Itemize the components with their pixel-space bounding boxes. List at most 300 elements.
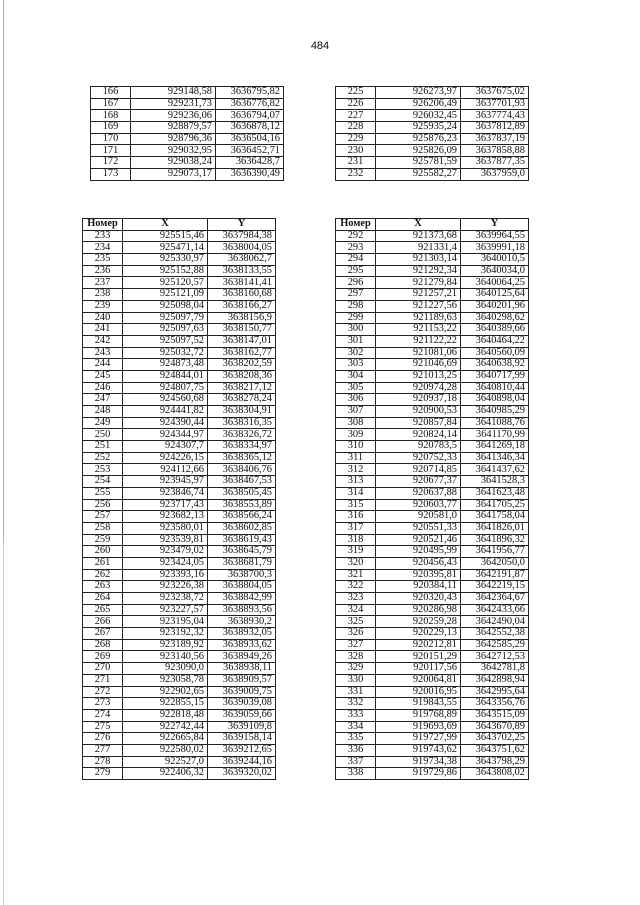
y-coordinate-cell: 3643356,76 (461, 698, 529, 710)
table-row (91, 110, 284, 122)
y-coordinate-cell: 3639964,55 (461, 230, 529, 242)
x-coordinate-cell: 920521,46 (376, 534, 461, 546)
y-coordinate-cell: 3638406,76 (208, 464, 276, 476)
y-coordinate-cell: 3638933,62 (208, 639, 276, 651)
table-row (83, 464, 276, 476)
x-coordinate-cell: 920603,77 (376, 499, 461, 511)
point-number-cell: 259 (83, 534, 123, 546)
table-row (83, 312, 276, 324)
table-row (83, 394, 276, 406)
table-row (336, 628, 529, 640)
x-coordinate-cell: 920151,29 (376, 651, 461, 663)
y-coordinate-cell: 3639009,75 (208, 686, 276, 698)
y-coordinate-cell: 3637701,93 (461, 98, 529, 110)
point-number-cell: 297 (336, 289, 376, 301)
y-coordinate-cell: 3637675,02 (461, 87, 529, 99)
y-coordinate-cell: 3641170,99 (461, 429, 529, 441)
point-number-cell: 267 (83, 628, 123, 640)
table-row (83, 429, 276, 441)
point-number-cell: 238 (83, 289, 123, 301)
x-coordinate-cell: 923682,13 (123, 511, 208, 523)
table-row (83, 406, 276, 418)
x-coordinate-cell: 929148,58 (131, 87, 216, 99)
table-row (83, 359, 276, 371)
y-coordinate-cell: 3636428,7 (216, 157, 284, 169)
table-row (336, 347, 529, 359)
x-coordinate-cell: 925097,79 (123, 312, 208, 324)
point-number-cell: 266 (83, 616, 123, 628)
point-number-cell: 319 (336, 546, 376, 558)
table-row (83, 242, 276, 254)
x-coordinate-cell: 919843,55 (376, 698, 461, 710)
table-row (83, 756, 276, 768)
table-row (336, 230, 529, 242)
point-number-cell: 279 (83, 768, 123, 780)
x-coordinate-cell: 921046,69 (376, 359, 461, 371)
x-coordinate-cell: 920974,28 (376, 382, 461, 394)
table-row (336, 499, 529, 511)
x-coordinate-cell: 925826,09 (376, 145, 461, 157)
y-coordinate-cell: 3643798,29 (461, 756, 529, 768)
point-number-cell: 225 (336, 87, 376, 99)
y-coordinate-cell: 3642585,29 (461, 639, 529, 651)
table-row (83, 651, 276, 663)
y-coordinate-cell: 3638893,56 (208, 604, 276, 616)
y-coordinate-cell: 3642898,94 (461, 674, 529, 686)
point-number-cell: 264 (83, 593, 123, 605)
point-number-cell: 251 (83, 441, 123, 453)
table-row (83, 593, 276, 605)
table-row (336, 604, 529, 616)
table-row (336, 756, 529, 768)
y-coordinate-cell: 3642364,67 (461, 593, 529, 605)
y-coordinate-cell: 3638166,27 (208, 300, 276, 312)
table-row (336, 476, 529, 488)
x-coordinate-cell: 922527,0 (123, 756, 208, 768)
point-number-cell: 321 (336, 569, 376, 581)
x-coordinate-cell: 924307,7 (123, 441, 208, 453)
table-row (336, 452, 529, 464)
table-row (336, 382, 529, 394)
y-coordinate-cell: 3640638,92 (461, 359, 529, 371)
point-number-cell: 271 (83, 674, 123, 686)
point-number-cell: 277 (83, 744, 123, 756)
table-row (336, 593, 529, 605)
x-coordinate-cell: 920212,81 (376, 639, 461, 651)
x-coordinate-cell: 920551,33 (376, 522, 461, 534)
table-row (336, 370, 529, 382)
y-coordinate-cell: 3638334,97 (208, 441, 276, 453)
table-row (83, 499, 276, 511)
y-coordinate-cell: 3638156,9 (208, 312, 276, 324)
table-row (91, 168, 284, 180)
point-number-cell: 275 (83, 721, 123, 733)
table-row (83, 557, 276, 569)
y-coordinate-cell: 3637877,35 (461, 157, 529, 169)
point-number-cell: 302 (336, 347, 376, 359)
y-coordinate-cell: 3638467,53 (208, 476, 276, 488)
x-coordinate-cell: 925032,72 (123, 347, 208, 359)
y-coordinate-cell: 3639244,16 (208, 756, 276, 768)
y-coordinate-cell: 3641437,62 (461, 464, 529, 476)
x-coordinate-cell: 923238,72 (123, 593, 208, 605)
point-number-cell: 168 (91, 110, 131, 122)
table-row (336, 686, 529, 698)
point-number-cell: 299 (336, 312, 376, 324)
table-row (336, 441, 529, 453)
point-number-cell: 326 (336, 628, 376, 640)
table-header-row (336, 219, 529, 231)
x-coordinate-cell: 922580,02 (123, 744, 208, 756)
point-number-cell: 260 (83, 546, 123, 558)
table-row (83, 265, 276, 277)
y-coordinate-cell: 3638004,05 (208, 242, 276, 254)
y-coordinate-cell: 3636794,07 (216, 110, 284, 122)
table-row (83, 569, 276, 581)
y-coordinate-cell: 3638700,3 (208, 569, 276, 581)
point-number-cell: 327 (336, 639, 376, 651)
table-row (336, 417, 529, 429)
table-row (336, 265, 529, 277)
point-number-cell: 252 (83, 452, 123, 464)
point-number-cell: 324 (336, 604, 376, 616)
table-row (83, 522, 276, 534)
point-number-cell: 248 (83, 406, 123, 418)
y-coordinate-cell: 3638681,79 (208, 557, 276, 569)
point-number-cell: 237 (83, 277, 123, 289)
x-coordinate-cell: 929032,95 (131, 145, 216, 157)
y-coordinate-cell: 3642219,15 (461, 581, 529, 593)
header-x: X (376, 219, 461, 231)
y-coordinate-cell: 3639212,65 (208, 744, 276, 756)
table-row (336, 324, 529, 336)
y-coordinate-cell: 3637858,88 (461, 145, 529, 157)
header-number: Номер (83, 219, 123, 231)
point-number-cell: 274 (83, 709, 123, 721)
table-row (336, 87, 529, 99)
y-coordinate-cell: 3641528,3 (461, 476, 529, 488)
point-number-cell: 247 (83, 394, 123, 406)
x-coordinate-cell: 922855,15 (123, 698, 208, 710)
x-coordinate-cell: 919727,99 (376, 733, 461, 745)
table-row (336, 157, 529, 169)
y-coordinate-cell: 3638932,05 (208, 628, 276, 640)
table-row (83, 300, 276, 312)
table-row (336, 546, 529, 558)
x-coordinate-cell: 922665,84 (123, 733, 208, 745)
x-coordinate-cell: 925935,24 (376, 122, 461, 134)
y-coordinate-cell: 3640985,29 (461, 406, 529, 418)
y-coordinate-cell: 3640010,5 (461, 254, 529, 266)
table-header-row (83, 219, 276, 231)
header-x: X (123, 219, 208, 231)
table-row (83, 254, 276, 266)
y-coordinate-cell: 3643515,09 (461, 709, 529, 721)
x-coordinate-cell: 920286,98 (376, 604, 461, 616)
point-number-cell: 236 (83, 265, 123, 277)
point-number-cell: 330 (336, 674, 376, 686)
table-row (83, 289, 276, 301)
table-row (336, 464, 529, 476)
point-number-cell: 329 (336, 663, 376, 675)
y-coordinate-cell: 3639320,02 (208, 768, 276, 780)
y-coordinate-cell: 3642995,64 (461, 686, 529, 698)
point-number-cell: 243 (83, 347, 123, 359)
table-row (83, 324, 276, 336)
y-coordinate-cell: 3636390,49 (216, 168, 284, 180)
x-coordinate-cell: 919693,69 (376, 721, 461, 733)
x-coordinate-cell: 919734,38 (376, 756, 461, 768)
table-row (336, 145, 529, 157)
x-coordinate-cell: 924441,82 (123, 406, 208, 418)
y-coordinate-cell: 3639059,66 (208, 709, 276, 721)
table-row (83, 382, 276, 394)
coordinates-table-top-left (90, 86, 284, 181)
x-coordinate-cell: 921303,14 (376, 254, 461, 266)
y-coordinate-cell: 3638160,68 (208, 289, 276, 301)
x-coordinate-cell: 923424,05 (123, 557, 208, 569)
header-y: Y (208, 219, 276, 231)
header-y: Y (461, 219, 529, 231)
x-coordinate-cell: 924390,44 (123, 417, 208, 429)
table-row (336, 254, 529, 266)
y-coordinate-cell: 3640389,66 (461, 324, 529, 336)
table-row (91, 157, 284, 169)
table-row (336, 674, 529, 686)
table-row (336, 122, 529, 134)
y-coordinate-cell: 3641088,76 (461, 417, 529, 429)
y-coordinate-cell: 3638326,72 (208, 429, 276, 441)
x-coordinate-cell: 924844,01 (123, 370, 208, 382)
y-coordinate-cell: 3642712,53 (461, 651, 529, 663)
y-coordinate-cell: 3638619,43 (208, 534, 276, 546)
x-coordinate-cell: 923539,81 (123, 534, 208, 546)
y-coordinate-cell: 3640898,04 (461, 394, 529, 406)
x-coordinate-cell: 920495,99 (376, 546, 461, 558)
table-row (83, 628, 276, 640)
header-number: Номер (336, 219, 376, 231)
y-coordinate-cell: 3638147,01 (208, 335, 276, 347)
y-coordinate-cell: 3641956,77 (461, 546, 529, 558)
point-number-cell: 307 (336, 406, 376, 418)
table-row (83, 335, 276, 347)
point-number-cell: 170 (91, 133, 131, 145)
x-coordinate-cell: 923717,43 (123, 499, 208, 511)
x-coordinate-cell: 925120,57 (123, 277, 208, 289)
point-number-cell: 167 (91, 98, 131, 110)
x-coordinate-cell: 919768,89 (376, 709, 461, 721)
x-coordinate-cell: 926273,97 (376, 87, 461, 99)
point-number-cell: 250 (83, 429, 123, 441)
y-coordinate-cell: 3638304,91 (208, 406, 276, 418)
point-number-cell: 306 (336, 394, 376, 406)
table-row (83, 417, 276, 429)
table-row (336, 581, 529, 593)
y-coordinate-cell: 3641269,18 (461, 441, 529, 453)
table-row (336, 110, 529, 122)
point-number-cell: 227 (336, 110, 376, 122)
y-coordinate-cell: 3638909,57 (208, 674, 276, 686)
y-coordinate-cell: 3640034,0 (461, 265, 529, 277)
y-coordinate-cell: 3638842,99 (208, 593, 276, 605)
point-number-cell: 270 (83, 663, 123, 675)
point-number-cell: 253 (83, 464, 123, 476)
y-coordinate-cell: 3642781,8 (461, 663, 529, 675)
y-coordinate-cell: 3638938,11 (208, 663, 276, 675)
point-number-cell: 318 (336, 534, 376, 546)
point-number-cell: 272 (83, 686, 123, 698)
x-coordinate-cell: 926206,49 (376, 98, 461, 110)
y-coordinate-cell: 3643670,89 (461, 721, 529, 733)
y-coordinate-cell: 3641705,25 (461, 499, 529, 511)
x-coordinate-cell: 920320,43 (376, 593, 461, 605)
table-row (83, 616, 276, 628)
table-row (83, 768, 276, 780)
table-row (83, 277, 276, 289)
table-row (336, 429, 529, 441)
x-coordinate-cell: 929236,06 (131, 110, 216, 122)
table-row (91, 98, 284, 110)
y-coordinate-cell: 3643702,25 (461, 733, 529, 745)
x-coordinate-cell: 920229,13 (376, 628, 461, 640)
y-coordinate-cell: 3640810,44 (461, 382, 529, 394)
x-coordinate-cell: 921189,63 (376, 312, 461, 324)
table-row (336, 277, 529, 289)
table-row (336, 511, 529, 523)
point-number-cell: 257 (83, 511, 123, 523)
y-coordinate-cell: 3636504,16 (216, 133, 284, 145)
x-coordinate-cell: 929231,73 (131, 98, 216, 110)
x-coordinate-cell: 921292,34 (376, 265, 461, 277)
point-number-cell: 315 (336, 499, 376, 511)
x-coordinate-cell: 921227,56 (376, 300, 461, 312)
y-coordinate-cell: 3640464,22 (461, 335, 529, 347)
y-coordinate-cell: 3640560,09 (461, 347, 529, 359)
table-row (83, 698, 276, 710)
point-number-cell: 263 (83, 581, 123, 593)
point-number-cell: 278 (83, 756, 123, 768)
x-coordinate-cell: 920824,14 (376, 429, 461, 441)
table-row (83, 674, 276, 686)
table-row (83, 546, 276, 558)
coordinates-table-bottom-right (335, 218, 529, 780)
y-coordinate-cell: 3638133,55 (208, 265, 276, 277)
point-number-cell: 323 (336, 593, 376, 605)
point-number-cell: 331 (336, 686, 376, 698)
x-coordinate-cell: 923226,38 (123, 581, 208, 593)
x-coordinate-cell: 922406,32 (123, 768, 208, 780)
y-coordinate-cell: 3637959,0 (461, 168, 529, 180)
point-number-cell: 254 (83, 476, 123, 488)
y-coordinate-cell: 3642433,66 (461, 604, 529, 616)
table-row (336, 616, 529, 628)
point-number-cell: 325 (336, 616, 376, 628)
table-row (83, 487, 276, 499)
point-number-cell: 305 (336, 382, 376, 394)
table-row (336, 744, 529, 756)
x-coordinate-cell: 921122,22 (376, 335, 461, 347)
point-number-cell: 241 (83, 324, 123, 336)
point-number-cell: 303 (336, 359, 376, 371)
point-number-cell: 234 (83, 242, 123, 254)
point-number-cell: 293 (336, 242, 376, 254)
table-row (336, 569, 529, 581)
x-coordinate-cell: 924807,75 (123, 382, 208, 394)
x-coordinate-cell: 921279,84 (376, 277, 461, 289)
x-coordinate-cell: 929073,17 (131, 168, 216, 180)
y-coordinate-cell: 3638150,77 (208, 324, 276, 336)
table-row (336, 335, 529, 347)
table-row (336, 522, 529, 534)
point-number-cell: 314 (336, 487, 376, 499)
point-number-cell: 304 (336, 370, 376, 382)
x-coordinate-cell: 924873,48 (123, 359, 208, 371)
point-number-cell: 316 (336, 511, 376, 523)
y-coordinate-cell: 3640064,25 (461, 277, 529, 289)
table-row (83, 347, 276, 359)
x-coordinate-cell: 920016,95 (376, 686, 461, 698)
point-number-cell: 292 (336, 230, 376, 242)
x-coordinate-cell: 925098,04 (123, 300, 208, 312)
table-row (336, 359, 529, 371)
y-coordinate-cell: 3640298,62 (461, 312, 529, 324)
y-coordinate-cell: 3638162,77 (208, 347, 276, 359)
y-coordinate-cell: 3638208,36 (208, 370, 276, 382)
x-coordinate-cell: 920259,28 (376, 616, 461, 628)
point-number-cell: 295 (336, 265, 376, 277)
y-coordinate-cell: 3641346,34 (461, 452, 529, 464)
table-row (83, 476, 276, 488)
x-coordinate-cell: 925330,97 (123, 254, 208, 266)
x-coordinate-cell: 928879,57 (131, 122, 216, 134)
table-row (336, 312, 529, 324)
table-row (83, 744, 276, 756)
y-coordinate-cell: 3639158,14 (208, 733, 276, 745)
x-coordinate-cell: 920637,88 (376, 487, 461, 499)
y-coordinate-cell: 3639039,08 (208, 698, 276, 710)
x-coordinate-cell: 929038,24 (131, 157, 216, 169)
table-row (83, 511, 276, 523)
x-coordinate-cell: 921013,25 (376, 370, 461, 382)
point-number-cell: 311 (336, 452, 376, 464)
x-coordinate-cell: 923140,56 (123, 651, 208, 663)
point-number-cell: 273 (83, 698, 123, 710)
x-coordinate-cell: 920064,81 (376, 674, 461, 686)
point-number-cell: 308 (336, 417, 376, 429)
point-number-cell: 242 (83, 335, 123, 347)
x-coordinate-cell: 926032,45 (376, 110, 461, 122)
x-coordinate-cell: 925097,52 (123, 335, 208, 347)
y-coordinate-cell: 3642050,0 (461, 557, 529, 569)
point-number-cell: 298 (336, 300, 376, 312)
x-coordinate-cell: 925097,63 (123, 324, 208, 336)
x-coordinate-cell: 921331,4 (376, 242, 461, 254)
x-coordinate-cell: 923189,92 (123, 639, 208, 651)
point-number-cell: 332 (336, 698, 376, 710)
table-row (336, 709, 529, 721)
table-row (336, 534, 529, 546)
x-coordinate-cell: 923846,74 (123, 487, 208, 499)
point-number-cell: 317 (336, 522, 376, 534)
table-row (336, 406, 529, 418)
x-coordinate-cell: 920581,0 (376, 511, 461, 523)
y-coordinate-cell: 3641623,48 (461, 487, 529, 499)
point-number-cell: 249 (83, 417, 123, 429)
point-number-cell: 322 (336, 581, 376, 593)
y-coordinate-cell: 3639109,8 (208, 721, 276, 733)
x-coordinate-cell: 921373,68 (376, 230, 461, 242)
y-coordinate-cell: 3638930,2 (208, 616, 276, 628)
